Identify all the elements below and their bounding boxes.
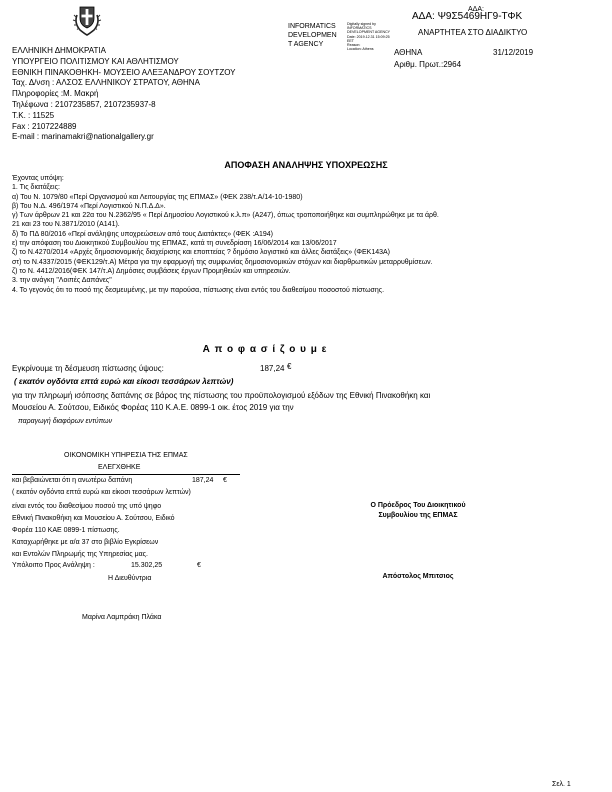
president-title: Ο Πρόεδρος Του Διοικητικού xyxy=(370,502,466,509)
protocol-number: Αριθμ. Πρωτ.:2964 xyxy=(394,60,462,69)
signature-detail-line: DEVELOPMENT AGENCY xyxy=(347,30,391,35)
considerations-intro: Έχοντας υπόψη: xyxy=(12,175,64,182)
signature-detail-line: Reason: xyxy=(347,43,361,48)
amount-currency: € xyxy=(287,362,292,371)
finance-line: Καταχωρήθηκε με α/α 37 στο βιβλίο Εγκρίσεων xyxy=(12,539,159,546)
considerations-line: α) Του Ν. 1079/80 «Περί Οργανισμού και Λειτουργίας της ΕΠΜΑΣ» (ΦΕΚ 238/τ.Α/14-10-1980) xyxy=(12,193,303,201)
considerations-block xyxy=(12,174,439,295)
digital-signature-details xyxy=(347,22,390,51)
finance-line: Εθνική Πινακοθήκη και Μουσείου Α. Σούτσου, Ειδικό xyxy=(12,515,175,522)
balance-label: Υπόλοιπο Προς Ανάληψη : xyxy=(12,562,95,569)
sender-line: ΕΛΛΗΝΙΚΗ ΔΗΜΟΚΡΑΤΙΑ xyxy=(12,46,106,55)
finance-line: Φορέα 110 ΚΑΕ 0899-1 πίστωσης. xyxy=(12,527,120,534)
finance-checked: ΕΛΕΓΧΘΗΚΕ xyxy=(98,464,141,471)
signature-detail-line: Digitally signed by xyxy=(347,22,376,26)
finance-divider xyxy=(12,474,240,475)
considerations-item: 1. Τις διατάξεις: xyxy=(12,184,60,192)
considerations-line: ζ) το Ν. 4412/2016(ΦΕΚ 147/τ.Α) Δημόσιες συμβάσεις έργων Προμηθειών και υπηρεσιών. xyxy=(12,267,291,275)
sender-line: ΥΠΟΥΡΓΕΙΟ ΠΟΛΙΤΙΣΜΟΥ ΚΑΙ ΑΘΛΗΤΙΣΜΟΥ xyxy=(12,56,179,66)
approve-label: Εγκρίνουμε τη δέσμευση πίστωσης ύψους: xyxy=(12,364,164,373)
decision-text-line: Μουσείου Α. Σούτσου, Ειδικός Φορέας 110 Κ.Α.Ε. 0899-1 οικ. έτος 2019 για την xyxy=(12,403,294,412)
amount-in-words: ( εκατόν ογδόντα επτά ευρώ και είκοσι τεσσάρων λεπτών) xyxy=(14,377,234,386)
signer-line: DEVELOPMEN xyxy=(288,32,337,39)
finance-lines xyxy=(12,501,175,561)
signer-line: T AGENCY xyxy=(288,41,324,48)
finance-line: και Εντολών Πληρωμής της Υπηρεσίας μας. xyxy=(12,551,148,558)
document-title: ΑΠΟΦΑΣΗ ΑΝΑΛΗΨΗΣ ΥΠΟΧΡΕΩΣΗΣ xyxy=(224,160,388,170)
director-name: Μαρίνα Λαμπράκη Πλάκα xyxy=(82,614,162,621)
signature-detail-line: Date: 2019.12.31 15:09:25 xyxy=(347,34,390,39)
finance-heading: ΟΙΚΟΝΟΜΙΚΗ ΥΠΗΡΕΣΙΑ ΤΗΣ ΕΠΜΑΣ xyxy=(64,452,188,459)
finance-certify-label: και βεβαιώνεται ότι η ανωτέρω δαπάνη xyxy=(12,477,133,484)
ada-code: ΑΔΑ: Ψ9Σ5469ΗΓ9-ΤΦΚ xyxy=(412,11,523,22)
sender-line: Τ.Κ. : 11525 xyxy=(12,110,55,120)
finance-amount-words: ( εκατόν ογδόντα επτά ευρώ και είκοσι τεσσάρων λεπτών) xyxy=(12,489,191,496)
signature-detail-line: EET xyxy=(347,38,354,43)
balance-currency: € xyxy=(197,562,201,569)
considerations-line: στ) το Ν.4337/2015 (ΦΕΚ129/τ.Α) Μέτρα για την εφαρμογή της συμφωνίας δημοσιονομικών στόχων και διαρθρωτικών μεταρρυθμίσεων. xyxy=(12,258,433,266)
finance-amount: 187,24 xyxy=(192,477,214,484)
sender-block xyxy=(12,46,236,143)
finance-line: είναι εντός του διαθεσίμου ποσού της υπό ψηφο xyxy=(12,503,162,510)
sender-line: Πληροφορίες :Μ. Μακρή xyxy=(12,89,99,99)
document-date: 31/12/2019 xyxy=(493,48,534,57)
posted-online-notice: ΑΝΑΡΤΗΤΕΑ ΣΤΟ ΔΙΑΔΙΚΤΥΟ xyxy=(418,28,528,37)
sender-email: E-mail : marinamakri@nationalgallery.gr xyxy=(12,132,154,142)
decision-heading: Α π ο φ α σ ί ζ ο υ μ ε xyxy=(202,344,328,355)
considerations-line: 3. την ανάγκη "Λοιπές Δαπάνες" xyxy=(12,277,112,285)
president-name: Απόστολος Μπιτσιος xyxy=(382,573,454,580)
city: ΑΘΗΝΑ xyxy=(394,48,423,57)
approved-amount: 187,24 xyxy=(260,364,285,373)
considerations-line: γ) Των άρθρων 21 και 22α του Ν.2362/95 « Περί Δημοσίου Λογιστικού κ.λ.π» (Α247), όπως τροποποιήθηκε και συμπληρώθηκε με τα άρθ. xyxy=(12,212,439,220)
signature-detail-line: INFORMATICS xyxy=(347,26,372,31)
decision-text-line: για την πληρωμή ισόποσης δαπάνης σε βάρος της πίστωσης του προϋπολογισμού εξόδων της Εθνική Πινακοθήκη και xyxy=(12,391,431,400)
ada-small-label: ΑΔΑ: xyxy=(468,6,484,13)
sender-line: Ταχ. Δ/νση : ΑΛΣΟΣ ΕΛΛΗΝΙΚΟΥ ΣΤΡΑΤΟΥ, ΑΘΗΝΑ xyxy=(12,78,200,88)
signature-detail-line: Location: Athens xyxy=(347,47,374,52)
sender-line: Τηλέφωνα : 2107235857, 2107235937-8 xyxy=(12,99,156,109)
considerations-line: β) Του Ν.Δ. 496/1974 «Περί Λογιστικού Ν.Π.Δ.Δ». xyxy=(12,202,166,210)
considerations-line: ζ) το Ν.4270/2014 «Αρχές δημοσιονομικής διαχείρισης και εποπτείας ? δημόσιο λογιστικό και άλλες διατάξεις» (ΦΕΚ143Α) xyxy=(12,249,391,257)
considerations-line: δ) Το ΠΔ 80/2016 «Περί ανάληψης υποχρεώσεων από τους Διατάκτες» (ΦΕΚ :Α194) xyxy=(12,230,273,238)
expense-purpose: παραγωγή διαφόρων εντύπων xyxy=(18,418,113,425)
signer-organization xyxy=(288,22,337,49)
page-number: Σελ. 1 xyxy=(552,781,571,788)
director-title: Η Διευθύντρια xyxy=(108,575,152,582)
greek-coat-of-arms-icon xyxy=(72,3,102,37)
considerations-line: 21 και 23 του Ν.3871/2010 (Α141). xyxy=(12,221,120,229)
considerations-line: 4. Το γεγονός ότι το ποσό της δεσμευμένης, με την παρούσα, πίστωσης είναι εντός του διαθεσίμου ποσοστού πίστωσης. xyxy=(12,286,385,294)
sender-line: ΕΘΝΙΚΗ ΠΙΝΑΚΟΘΗΚΗ- ΜΟΥΣΕΙΟ ΑΛΕΞΑΝΔΡΟΥ ΣΟΥΤΖΟΥ xyxy=(12,67,236,77)
sender-line: Fax : 2107224889 xyxy=(12,121,77,131)
president-title: Συμβουλίου της ΕΠΜΑΣ xyxy=(378,512,458,519)
finance-currency: € xyxy=(223,477,227,484)
considerations-line: ε) την απόφαση του Διοικητικού Συμβουλίου της ΕΠΜΑΣ, κατά τη συνεδρίαση 16/06/2014 και 13/06/2017 xyxy=(12,240,337,248)
balance-amount: 15.302,25 xyxy=(131,562,163,569)
signer-line: INFORMATICS xyxy=(288,23,336,30)
